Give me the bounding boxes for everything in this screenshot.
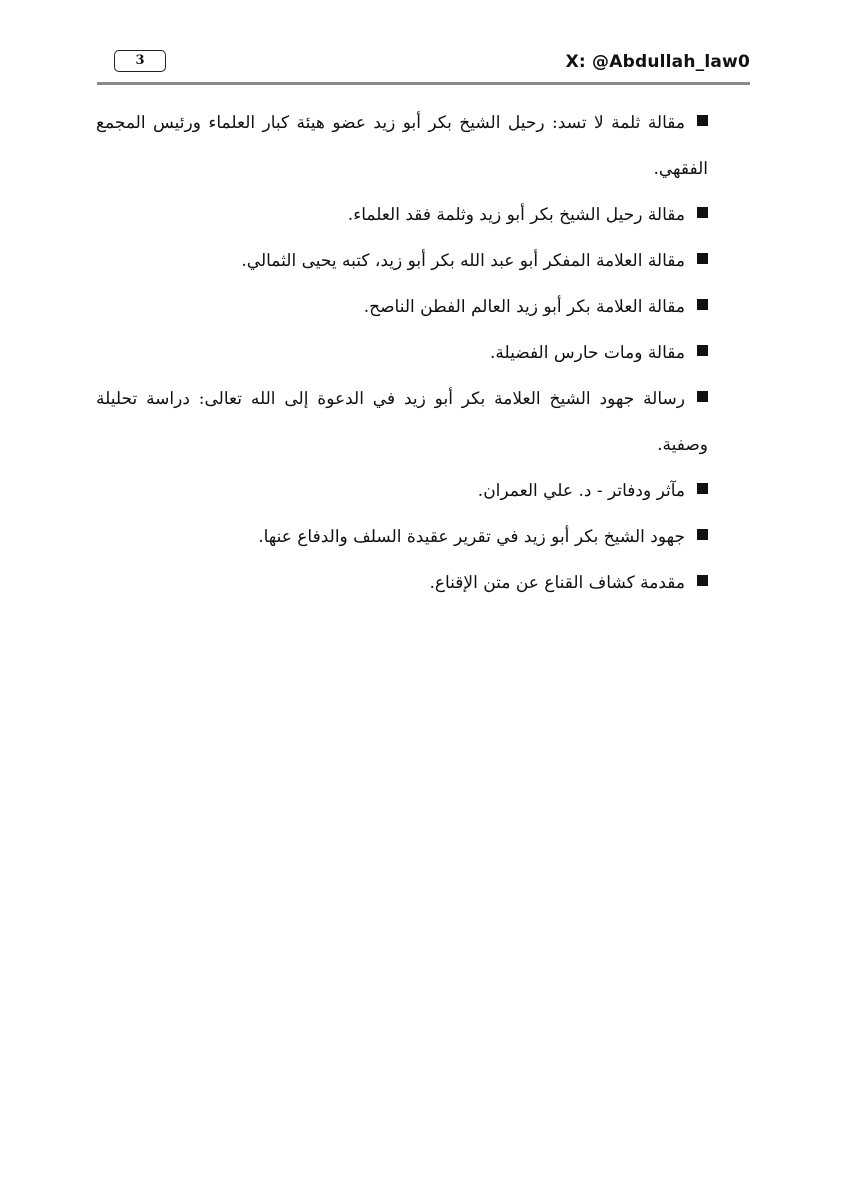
list-item [96,330,708,376]
square-bullet-icon [697,575,708,586]
square-bullet-icon [697,115,708,126]
list-item-text: مقالة العلامة المفكر أبو عبد الله بكر أبو زيد، كتبه يحيى الثمالي. [241,251,685,271]
reference-list-section [96,100,708,606]
square-bullet-icon [697,299,708,310]
list-item [96,514,708,560]
page-header [97,50,750,84]
page-number: 3 [114,50,166,72]
list-item-text: مقالة العلامة بكر أبو زيد العالم الفطن الناصح. [363,297,685,317]
list-item-text: مقالة ومات حارس الفضيلة. [489,343,685,363]
square-bullet-icon [697,529,708,540]
square-bullet-icon [697,253,708,264]
square-bullet-icon [697,345,708,356]
list-item [96,376,708,468]
list-item-text: مقدمة كشاف القناع عن متن الإقناع. [429,573,685,593]
author-handle: X: @Abdullah_law0 [565,52,750,72]
square-bullet-icon [697,391,708,402]
list-item-text: مآثر ودفاتر - د. علي العمران. [477,481,685,501]
list-item-text: جهود الشيخ بكر أبو زيد في تقرير عقيدة السلف والدفاع عنها. [258,527,685,547]
square-bullet-icon [697,483,708,494]
list-item [96,100,708,192]
square-bullet-icon [697,207,708,218]
list-item-text: رسالة جهود الشيخ العلامة بكر أبو زيد في الدعوة إلى الله تعالى: دراسة تحليلة وصفية. [96,389,708,455]
list-item [96,560,708,606]
list-item [96,284,708,330]
list-item-text: مقالة ثلمة لا تسد: رحيل الشيخ بكر أبو زيد عضو هيئة كبار العلماء ورئيس المجمع الفقهي. [96,113,708,179]
list-item-text: مقالة رحيل الشيخ بكر أبو زيد وثلمة فقد العلماء. [347,205,685,225]
header-divider [97,82,750,85]
list-item [96,468,708,514]
list-item [96,238,708,284]
list-item [96,192,708,238]
reference-list [96,100,708,606]
